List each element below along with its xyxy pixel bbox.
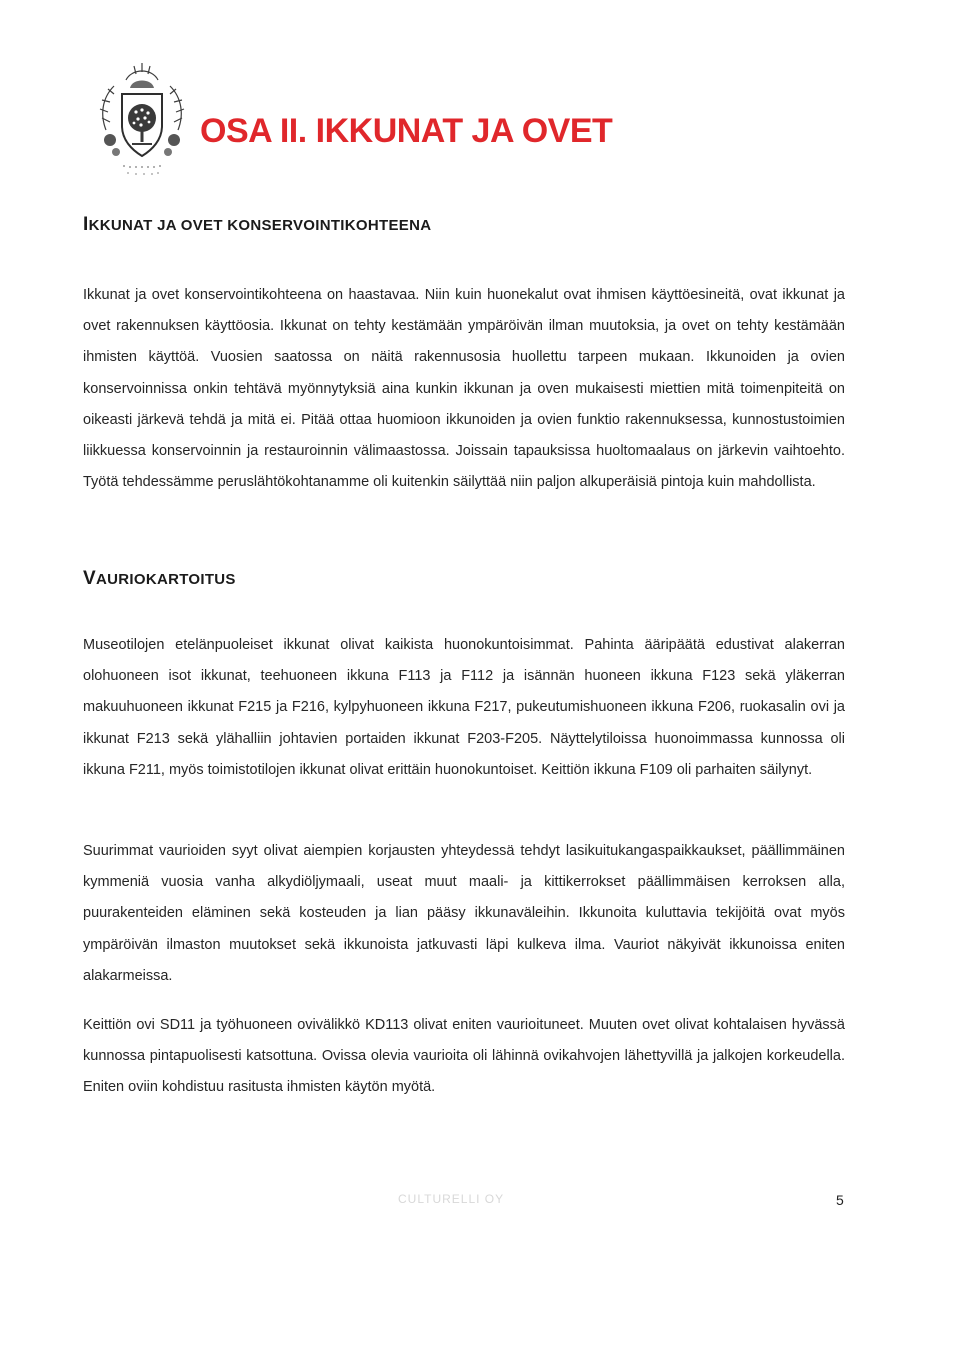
- section-heading-konservointikohteena: [83, 214, 431, 236]
- heading-initial: V: [83, 568, 96, 589]
- page-number: 5: [836, 1192, 844, 1208]
- section-heading-vauriokartoitus: [83, 568, 236, 590]
- footer-brand-watermark: CULTURELLI OY: [398, 1192, 505, 1206]
- paragraph: Museotilojen etelänpuoleiset ikkunat olivat kaikista huonokuntoisimmat. Pahinta ääripäätä edustivat alakerran olohuoneen isot ikkunat, teehuoneen ikkuna F113 ja F112 ja isännän huoneen ikkuna F123 sekä yläkerran makuuhuoneen ikkunat F215 ja F216, kylpyhuoneen ikkuna F217, pukeutumishuoneen ikkuna F206, ruokasalin ovi ja ikkunat F213 sekä ylähalliin johtavien portaiden ikkunat F203-F205. Näyttelytiloissa huonoimmassa kunnossa oli ikkuna F211, myös toimistotilojen ikkunat olivat erittäin huonokuntoiset. Keittiön ikkuna F109 oli parhaiten säilynyt.: [83, 637, 845, 778]
- heading-initial: I: [83, 214, 89, 235]
- page-title: OSA II. IKKUNAT JA OVET: [200, 112, 613, 150]
- heading-rest: AURIOKARTOITUS: [95, 571, 236, 588]
- paragraph: Keittiön ovi SD11 ja työhuoneen ovivälikkö KD113 olivat eniten vaurioituneet. Muuten ovet olivat kohtalaisen hyvässä kunnossa pintapuolisesti katsottuna. Ovissa olevia vaurioita oli lähinnä ovikahvojen lähettyvillä ja jalkojen korkeudella. Eniten oviin kohdistuu rasitusta ihmisten käytön myötä.: [83, 1017, 845, 1096]
- coat-of-arms-emblem-icon: [96, 60, 188, 180]
- paragraph: Suurimmat vaurioiden syyt olivat aiempien korjausten yhteydessä tehdyt lasikuitukangaspaikkaukset, päällimmäinen kymmeniä vuosia vanha alkydiöljymaali, useat muut maali- ja kittikerrokset päällimmäisen kerroksen alla, puurakenteiden eläminen sekä kosteuden ja lian pääsy ikkunaväleihin. Ikkunoita kuluttavia tekijöitä ovat myös ympäröivän ilmaston muutokset sekä ikkunoista jatkuvasti läpi kulkeva ilma. Vauriot näkyivät ikkunoissa eniten alakarmeissa.: [83, 843, 845, 984]
- paragraph: Ikkunat ja ovet konservointikohteena on haastavaa. Niin kuin huonekalut ovat ihmisen käyttöesineitä, ovat ikkunat ja ovet rakennuksen käyttöosia. Ikkunat on tehty kestämään ympäröivän ilman muutoksia, ja ovet on tehty kestämään ihmisten käyttöä. Vuosien saatossa on näitä rakennusosia huollettu tarpeen mukaan. Ikkunoiden ja ovien konservoinnissa onkin tehtävä myönnytyksiä aina kunkin ikkunan ja oven mukaisesti miettien mitä toimenpiteitä on oikeasti järkevä tehdä ja mitä ei. Pitää ottaa huomioon ikkunoiden ja ovien funktio rakennuksessa, kunnostustoimien liikkuessa konservoinnin ja restauroinnin välimaastossa. Joissain tapauksissa huoltomaalaus on järkevin vaihtoehto. Työtä tehdessämme peruslähtökohtanamme oli kuitenkin säilyttää niin paljon alkuperäisiä pintoja kuin mahdollista.: [83, 287, 845, 491]
- heading-rest: KKUNAT JA OVET KONSERVOINTIKOHTEENA: [88, 217, 432, 234]
